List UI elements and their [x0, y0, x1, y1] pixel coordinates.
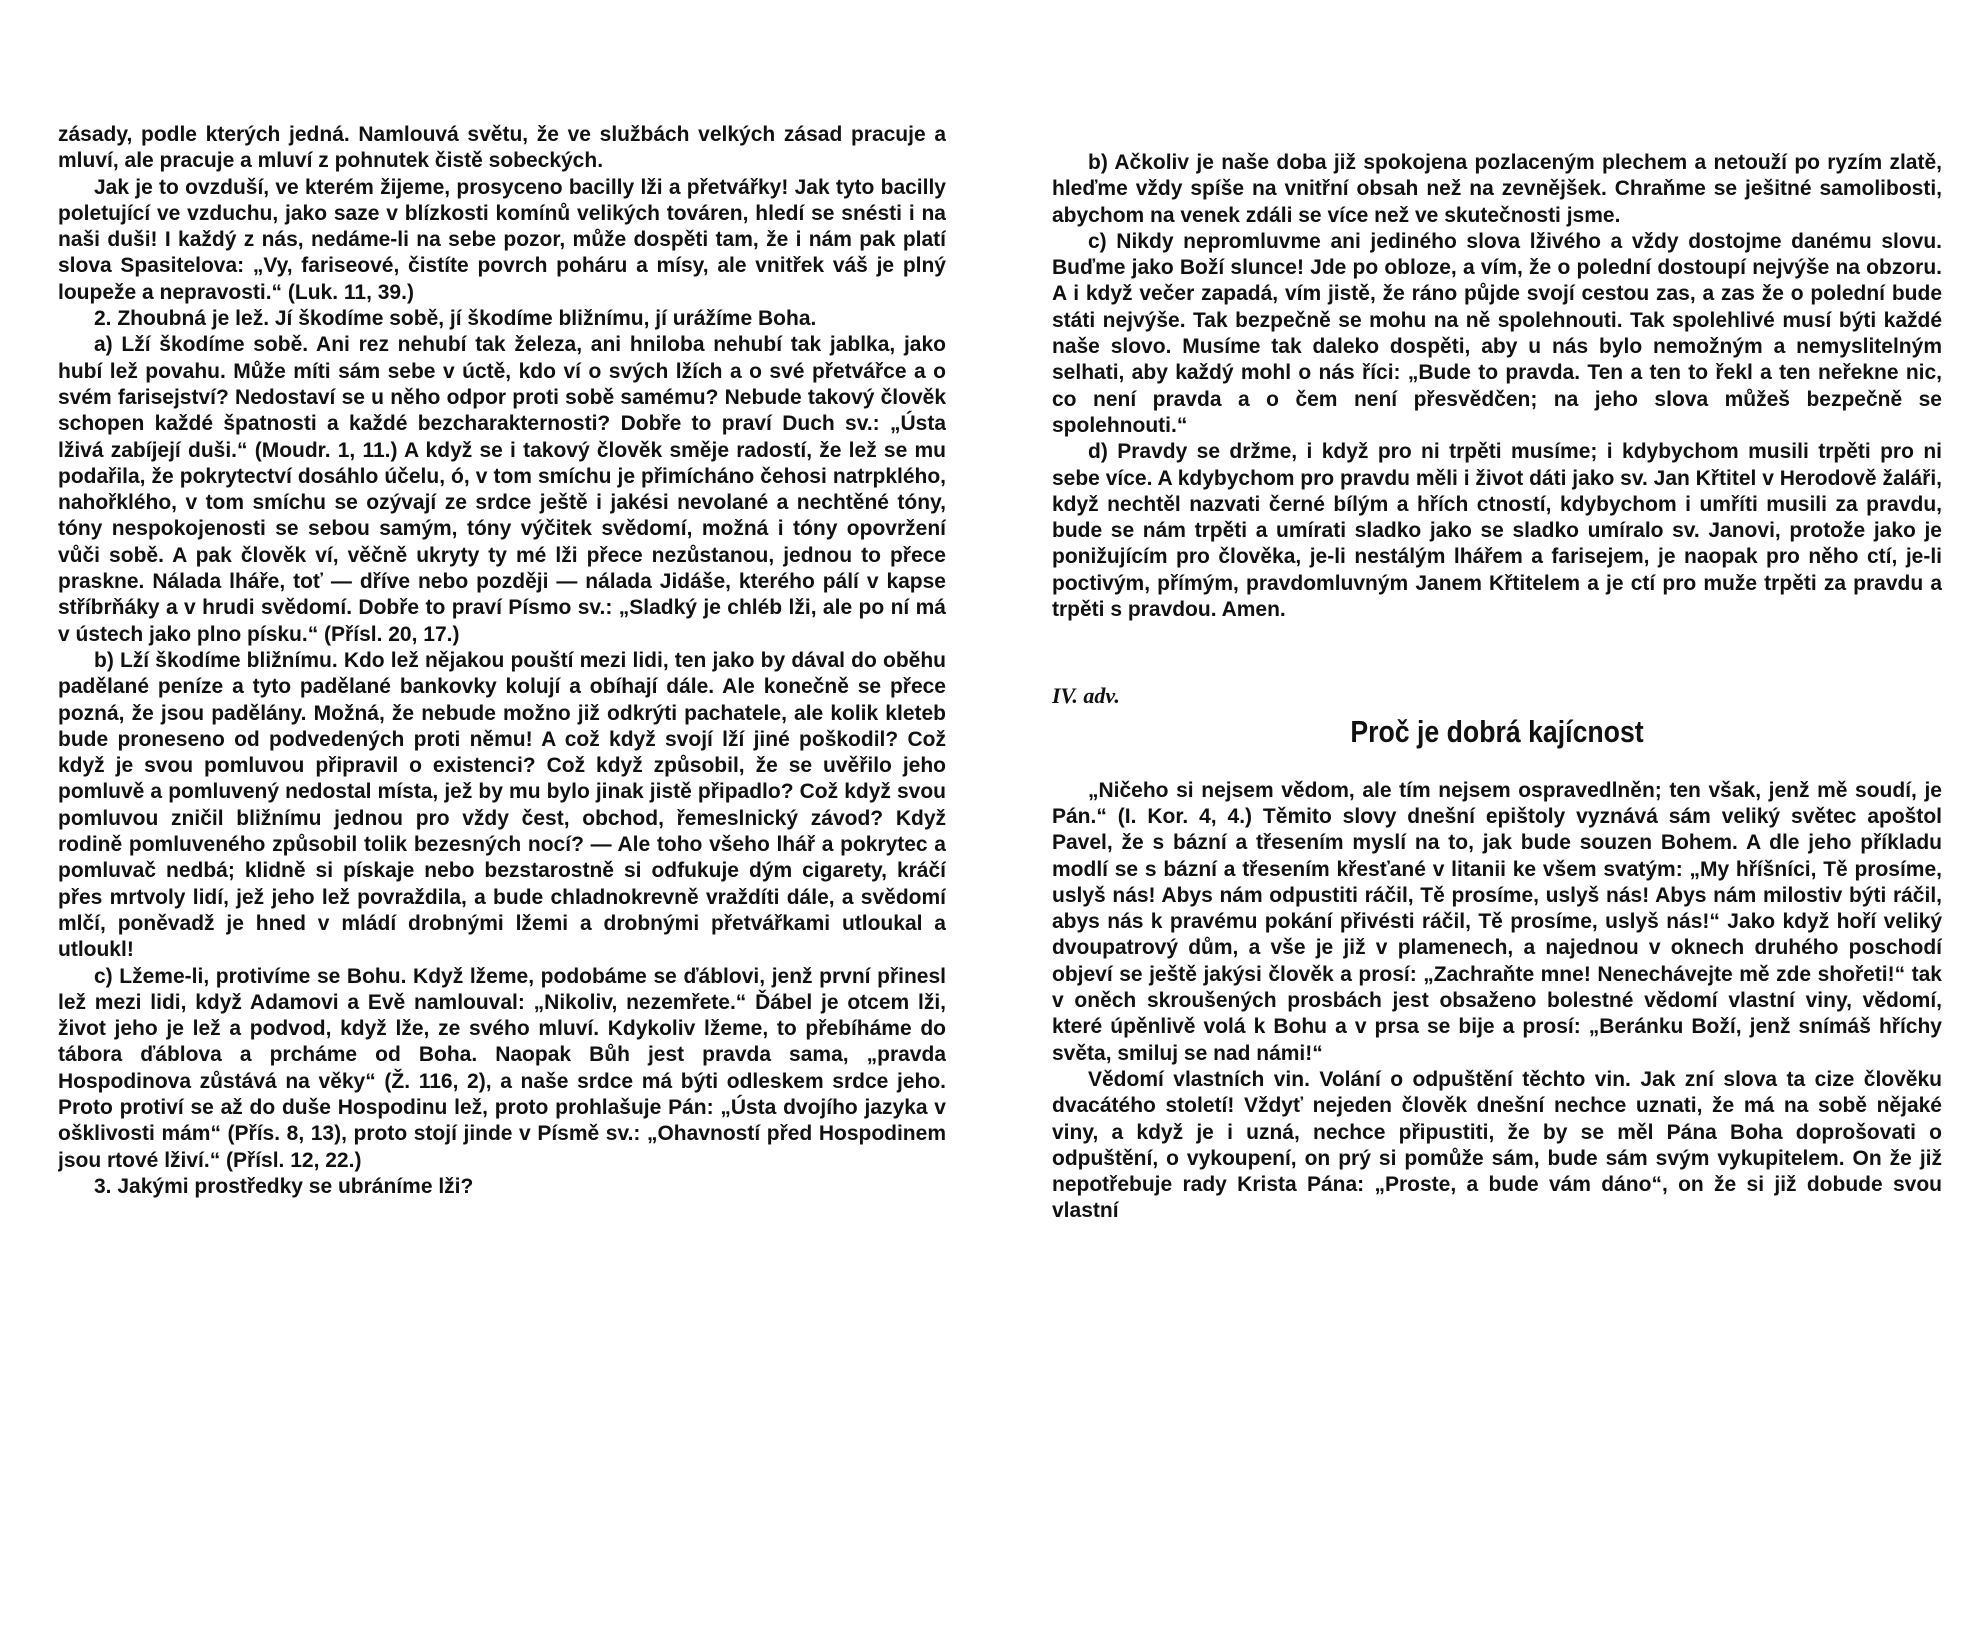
- section-gap: [1052, 623, 1942, 683]
- right-paragraph-c: c) Nikdy nepromluvme ani jediného slova lživého a vždy dostojme danému slovu. Buďme jako Boží slunce! Jde po obloze, a vím, že o polední dostoupí nejvýše na obzoru. A i když večer zapadá, vím jistě, že ráno půjde svojí cestou zas, a zas že o polední bude státi nejvýše. Tak bezpečně se mohu na ně spolehnouti. Tak spolehlivé musí býti každé naše slovo. Musíme tak daleko dospěti, aby u nás bylo nemožným a nemyslitelným selhati, aby každý mohl o nás říci: „Bude to pravda. Ten a ten to řekl a ten neřekne nic, co není pravda a o čem není přesvědčen; na jeho slova můžeš bezpečně se spolehnouti.“: [1052, 229, 1942, 437]
- right-page: [1052, 150, 1942, 1650]
- section-heading-2: 2. Zhoubná je lež. Jí škodíme sobě, jí škodíme bližnímu, jí urážíme Boha.: [94, 307, 817, 331]
- right-paragraph-d: d) Pravdy se držme, i když pro ni trpěti musíme; i kdybychom musili trpěti pro ni sebe více. A kdybychom pro pravdu měli i život dáti jako sv. Jan Křtitel v Herodově žaláři, když nechtěl nazvati černé bílým a hřích ctností, kdybychom i umříti musili za pravdu, bude se nám trpěti a umírati sladko jako se sladko umíralo sv. Janovi, protože jako je ponižujícím pro člověka, je-li nestálým lhářem a farisejem, je naopak pro něho ctí, je-li poctivým, přímým, pravdomluvným Janem Křtitelem a je ctí pro muže trpěti za pravdu a trpěti s pravdou. Amen.: [1052, 440, 1942, 622]
- sermon-paragraph-1: „Ničeho si nejsem vědom, ale tím nejsem ospravedlněn; ten však, jenž mě soudí, je Pán.“ (I. Kor. 4, 4.) Těmito slovy dnešní epištoly vyznává sám veliký světec apoštol Pavel, že s bázní a třesením myslí na to, jak bude souzen Bohem. A dle jeho příkladu modlí se s bázní a třesením křesťané v litanii ke všem svatým: „My hříšníci, Tě prosíme, uslyš nás! Abys nám odpustiti ráčil, Tě prosíme, uslyš nás! Abys nám milostiv býti ráčil, abys nás k pravému pokání přivésti ráčil, Tě prosíme, uslyš nás!“ Jako když hoří veliký dvoupatrový dům, a vše je již v plamenech, a najednou v oknech druhého poschodí objeví se ještě jakýsi člověk a prosí: „Zachraňte mne! Nenechávejte mě zde shořeti!“ tak v oněch skroušených prosbách jest obsaženo bolestné vědomí vlastní viny, vědomí, které úpěnlivě volá k Bohu a v prsa se bije a prosí: „Beránku Boží, jenž snímáš hříchy světa, smiluj se nad námi!“: [1052, 778, 1942, 1065]
- left-paragraph-a: a) Lží škodíme sobě. Ani rez nehubí tak železa, ani hniloba nehubí tak jablka, jako hubí lež povahu. Může míti sám sebe v úctě, kdo ví o svých lžích a o své přetvářce a o svém farisejství? Nedostaví se u něho odpor proti sobě samému? Nebude takový člověk schopen každé špatnosti a každé bezcharakternosti? Dobře to praví Duch sv.: „Ústa lživá zabíjejí duši.“ (Moudr. 1, 11.) A když se i takový člověk směje radostí, že lež se mu podařila, že pokrytectví dosáhlo účelu, ó, v tom smíchu je přimícháno čehosi natrpklého, nahořklého, v tom smíchu se ozývají ze srdce ještě i jakési nevolané a nechtěné tóny, tóny nespokojenosti se sebou samým, tóny výčitek svědomí, možná i tóny opovržení vůči sobě. A pak člověk ví, věčně ukryty ty mé lži přece nezůstanou, jednou to přece praskne. Nálada lháře, toť — dříve nebo později — nálada Jidáše, kterého pálí v kapse stříbrňáky a v hrudi svědomí. Dobře to praví Písmo sv.: „Sladký je chléb lži, ale po ní má v ústech jako plno písku.“ (Přísl. 20, 17.): [58, 333, 946, 646]
- left-paragraph-b: b) Lží škodíme bližnímu. Kdo lež nějakou pouští mezi lidi, ten jako by dával do oběhu padělané peníze a tyto padělané bankovky kolují a obíhají dále. Ale konečně se přece pozná, že jsou padělány. Možná, že nebude možno již odkrýti pachatele, ale kolik kleteb bude proneseno od podvedených proti němu! A což když svojí lží jiné poškodil? Což když je svou pomluvou připravil o existenci? Což když způsobil, že se uvěřilo jeho pomluvě a pomluvený nedostal místa, jež by mu bylo jinak jistě připadlo? Což když svou pomluvou zničil bližnímu jednou pro vždy čest, obchod, řemeslnický závod? Když rodině pomluveného způsobil tolik bezesných nocí? — Ale toho všeho lhář a pokrytec a pomluvač nedbá; klidně si pískaje nebo bezstarostně si odfukuje dým cigarety, kráčí přes mrtvoly lidí, jež jeho lež povraždila, a bude chladnokrevně vraždíti dále, a svědomí mlčí, poněvadž je hned v mládí drobnými lžemi a drobnými přetvářkami utloukal a utloukl!: [58, 648, 946, 962]
- left-paragraph-c: c) Lžeme-li, protivíme se Bohu. Když lžeme, podobáme se ďáblovi, jenž první přinesl lež mezi lidi, když Adamovi a Evě namlouval: „Nikoliv, nezemřete.“ Ďábel je otcem lži, život jeho je lež a podvod, když lže, ze svého mluví. Kdykoliv lžeme, to přebíháme do tábora ďáblova a prcháme od Boha. Naopak Bůh jest pravda sama, „pravda Hospodinova zůstává na věky“ (Ž. 116, 2), a naše srdce má býti odleskem srdce jeho. Proto protiví se až do duše Hospodinu lež, proto prohlašuje Pán: „Ústa dvojího jazyka v ošklivosti mám“ (Přís. 8, 13), proto stojí jinde v Písmě sv.: „Ohavností před Hospodinem jsou rtové lživí.“ (Přísl. 12, 22.): [58, 964, 946, 1172]
- left-paragraph-1: zásady, podle kterých jedná. Namlouvá světu, že ve službách velkých zásad pracuje a mluví, ale pracuje a mluví z pohnutek čistě sobeckých.: [58, 123, 946, 173]
- adv-label: IV. adv.: [1052, 683, 1120, 709]
- left-page: [58, 122, 946, 1622]
- sermon-title: Proč je dobrá kajícnost: [1350, 713, 1644, 749]
- section-heading-3: 3. Jakými prostředky se ubráníme lži?: [94, 1174, 474, 1198]
- left-paragraph-2: Jak je to ovzduší, ve kterém žijeme, prosyceno bacilly lži a přetvářky! Jak tyto bacilly poletující ve vzduchu, jako saze v blízkosti komínů velikých továren, hledí se snésti i na naši duši! I každý z nás, nedáme-li na sebe pozor, může dospěti tam, že i nám pak platí slova Spasitelova: „Vy, fariseové, čistíte povrch poháru a mísy, ale vnitřek váš je plný loupeže a nepravosti.“ (Luk. 11, 39.): [58, 175, 946, 304]
- sermon-paragraph-2: Vědomí vlastních vin. Volání o odpuštění těchto vin. Jak zní slova ta cize člověku dvacátého století! Vždyť nejeden člověk dnešní nechce uznati, že má na sobě nějaké viny, a když je i uzná, nechce připustiti, že by se měl Pána Boha doprošovati o odpuštění, o vykoupení, on prý si pomůže sám, bude sám svým vykupitelem. On že již nepotřebuje rady Krista Pána: „Proste, a bude vám dáno“, on že si již dobude svou vlastní: [1052, 1067, 1942, 1223]
- right-paragraph-b: b) Ačkoliv je naše doba již spokojena pozlaceným plechem a netouží po ryzím zlatě, hleďme vždy spíše na vnitřní obsah než na zevnějšek. Chraňme se ješitné samolibosti, abychom na venek zdáli se více než ve skutečnosti jsme.: [1052, 151, 1942, 227]
